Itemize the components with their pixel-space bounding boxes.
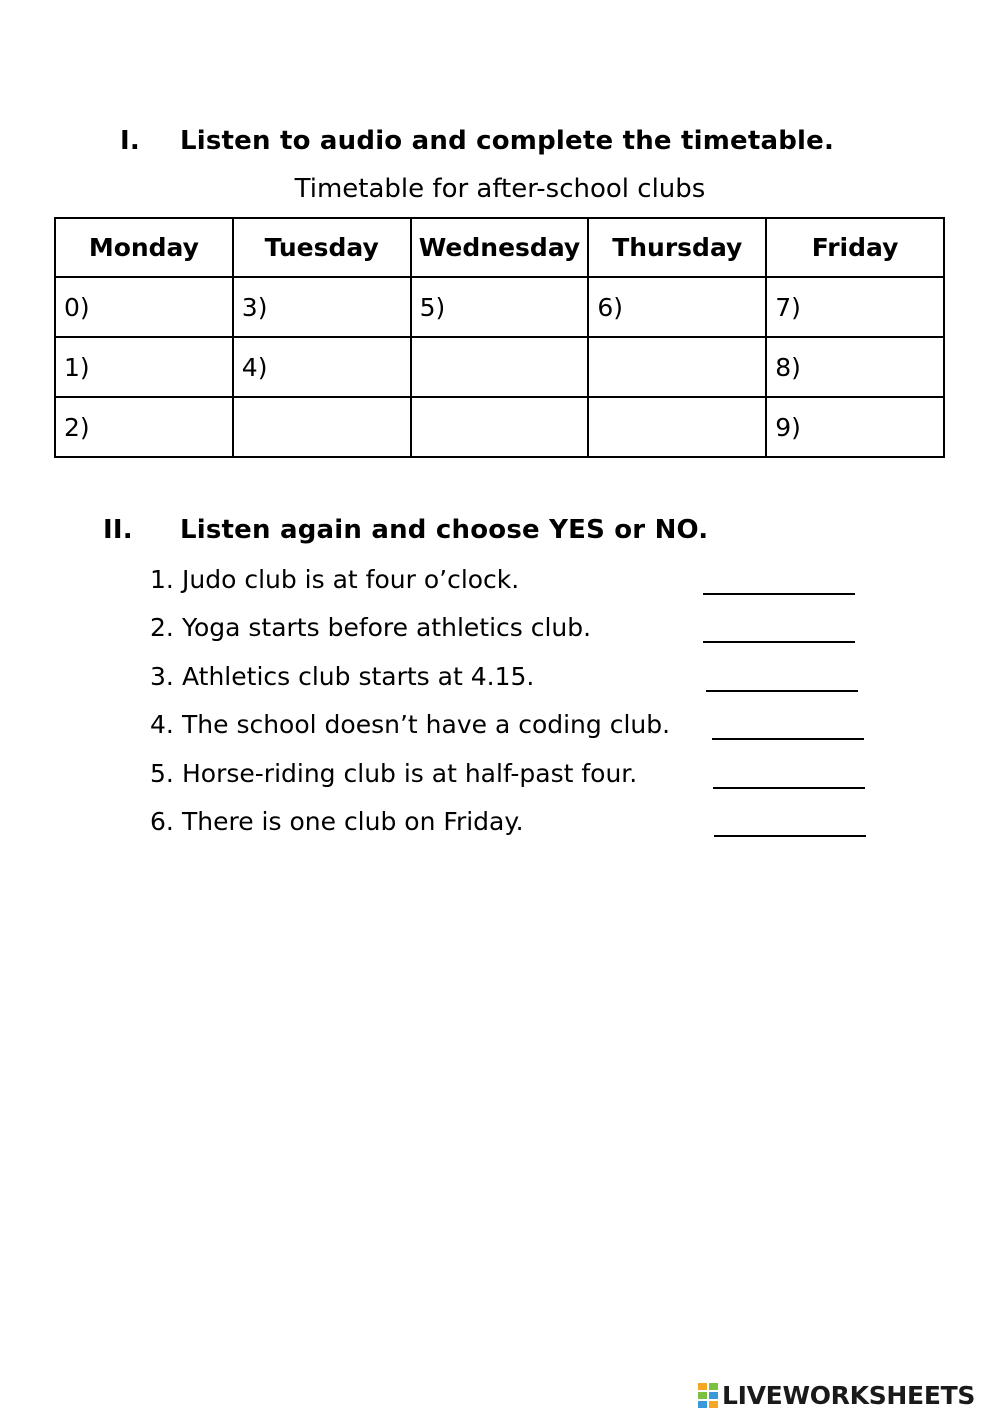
section-1-heading: [120, 126, 834, 156]
list-item: [150, 802, 880, 850]
question-number: 4.: [150, 710, 174, 740]
list-item: [150, 705, 880, 753]
question-text: Horse-riding club is at half-past four.: [182, 758, 638, 788]
question-number: 2.: [150, 613, 174, 643]
timetable-cell-empty: [588, 397, 766, 457]
timetable-cell[interactable]: 5): [411, 277, 589, 337]
timetable-cell[interactable]: 1): [55, 337, 233, 397]
answer-blank[interactable]: [703, 593, 855, 595]
section-2-number: II.: [103, 515, 133, 545]
timetable-cell[interactable]: 9): [766, 397, 944, 457]
liveworksheets-logo-icon: [697, 1381, 719, 1409]
answer-blank[interactable]: [706, 690, 858, 692]
liveworksheets-logo: [697, 1378, 975, 1412]
section-1-number: I.: [120, 126, 140, 156]
table-row: [55, 337, 944, 397]
question-number: 5.: [150, 758, 174, 788]
timetable-cell[interactable]: 7): [766, 277, 944, 337]
timetable-cell[interactable]: 2): [55, 397, 233, 457]
timetable: [54, 217, 945, 458]
yes-no-question-list: [150, 560, 880, 850]
timetable-cell-empty: [588, 337, 766, 397]
question-number: 3.: [150, 661, 174, 691]
timetable-caption: Timetable for after-school clubs: [294, 174, 706, 204]
list-item: [150, 754, 880, 802]
table-row: [55, 277, 944, 337]
list-item: [150, 657, 880, 705]
liveworksheets-logo-text: LIVEWORKSHEETS: [722, 1380, 976, 1410]
question-number: 6.: [150, 806, 174, 836]
header-wednesday: Wednesday: [411, 218, 589, 277]
timetable-cell-empty: [411, 397, 589, 457]
question-text: There is one club on Friday.: [182, 806, 524, 836]
header-monday: Monday: [55, 218, 233, 277]
list-item: [150, 608, 880, 656]
answer-blank[interactable]: [714, 835, 866, 837]
list-item: [150, 560, 880, 608]
timetable-cell-empty: [411, 337, 589, 397]
timetable-cell-empty: [233, 397, 411, 457]
question-text: The school doesn’t have a coding club.: [182, 710, 671, 740]
header-thursday: Thursday: [588, 218, 766, 277]
timetable-cell[interactable]: 0): [55, 277, 233, 337]
header-friday: Friday: [766, 218, 944, 277]
timetable-cell[interactable]: 6): [588, 277, 766, 337]
header-tuesday: Tuesday: [233, 218, 411, 277]
section-2-title: Listen again and choose YES or NO.: [180, 515, 709, 545]
timetable-cell[interactable]: 4): [233, 337, 411, 397]
section-2-heading: [103, 515, 708, 545]
timetable-cell[interactable]: 8): [766, 337, 944, 397]
question-text: Yoga starts before athletics club.: [182, 613, 592, 643]
answer-blank[interactable]: [703, 641, 855, 643]
section-1-title: Listen to audio and complete the timetable.: [180, 126, 835, 156]
table-row: [55, 397, 944, 457]
answer-blank[interactable]: [713, 787, 865, 789]
timetable-cell[interactable]: 3): [233, 277, 411, 337]
answer-blank[interactable]: [712, 738, 864, 740]
question-text: Athletics club starts at 4.15.: [182, 661, 535, 691]
question-text: Judo club is at four o’clock.: [182, 565, 520, 594]
timetable-header-row: [55, 218, 944, 277]
question-number: 1.: [150, 565, 174, 594]
